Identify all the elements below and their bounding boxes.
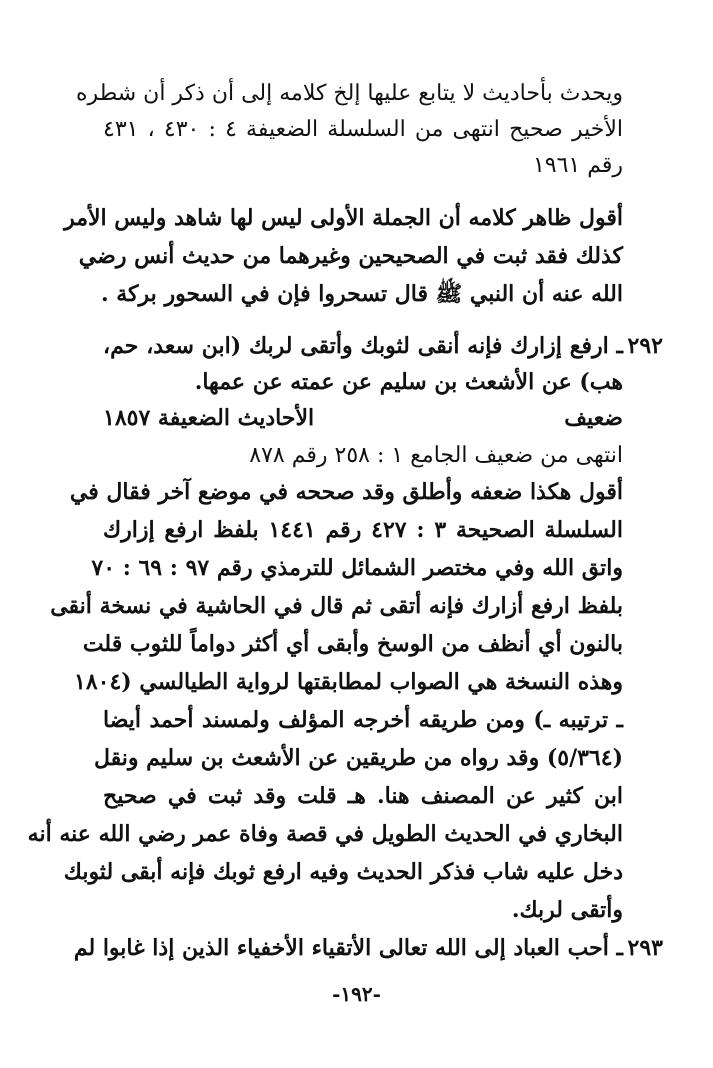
text-line: ويحدث بأحاديث لا يتابع عليها إلخ كلامه إلى أن ذكر أن شطره: [76, 81, 623, 106]
hadith-text-line: هب) عن الأشعث بن سليم عن عمته عن عمها.: [194, 369, 623, 395]
text-line: الأخير صحيح انتهى من السلسلة الضعيفة ٤ : ٤٣٠ ، ٤٣١: [103, 117, 623, 142]
hadith-number: ٢٩٣: [627, 935, 663, 961]
text-line: واتق الله وفي مختصر الشمائل للترمذي رقم ٩٧ : ٦٩ : ٧٠: [91, 555, 623, 581]
text-line: (٥/٣٦٤) وقد رواه من طريقين عن الأشعث بن سليم ونقل: [93, 745, 623, 771]
page-number: -١٩٢-: [332, 982, 381, 1006]
text-line: ـ ترتيبه ـ) ومن طريقه أخرجه المؤلف ولمسند أحمد أيضا: [103, 707, 623, 733]
text-line: البخاري في الحديث الطويل في قصة وفاة عمر رضي الله عنه أنه: [27, 821, 623, 847]
grade-label: ضعيف: [564, 405, 623, 431]
text-line: بلفظ ارفع أزارك فإنه أتقى ثم قال في الحاشية في نسخة أنقى: [50, 593, 623, 619]
text-line: انتهى من ضعيف الجامع ١ : ٢٥٨ رقم ٨٧٨: [249, 443, 623, 468]
text-line: رقم ١٩٦١: [532, 153, 623, 178]
text-line: ابن كثير عن المصنف هنا. هـ قلت وقد ثبت في صحيح: [103, 783, 623, 809]
text-line: دخل عليه شاب فذكر الحديث وفيه ارفع ثوبك فإنه أبقى لثوبك: [63, 859, 623, 885]
hadith-number: ٢٩٢: [627, 333, 663, 359]
grade-source: الأحاديث الضعيفة ١٨٥٧: [103, 405, 315, 431]
text-line: كذلك فقد ثبت في الصحيحين وغيرهما من حديث أنس رضي: [78, 243, 623, 269]
hadith-text-line: ـ ارفع إزارك فإنه أنقى لثوبك وأتقى لربك (ابن سعد، حم،: [103, 333, 623, 359]
hadith-text-line: ـ أحب العباد إلى الله تعالى الأتقياء الأخفياء الذين إذا غابوا لم: [73, 935, 623, 961]
text-line: الله عنه أن النبي ﷺ قال تسحروا فإن في السحور بركة .: [100, 281, 623, 307]
text-line: وهذه النسخة هي الصواب لمطابقتها لرواية الطيالسي (١٨٠٤: [74, 669, 623, 695]
text-line: بالنون أي أنظف من الوسخ وأبقى أي أكثر دواماً للثوب قلت: [82, 631, 623, 657]
text-line: أقول ظاهر كلامه أن الجملة الأولى ليس لها شاهد وليس الأمر: [64, 205, 623, 231]
text-line: وأتقى لربك.: [511, 897, 623, 923]
text-line: السلسلة الصحيحة ٣ : ٤٢٧ رقم ١٤٤١ بلفظ ارفع إزارك: [103, 517, 623, 543]
text-line: أقول هكذا ضعفه وأطلق وقد صححه في موضع آخر فقال في: [69, 479, 623, 505]
